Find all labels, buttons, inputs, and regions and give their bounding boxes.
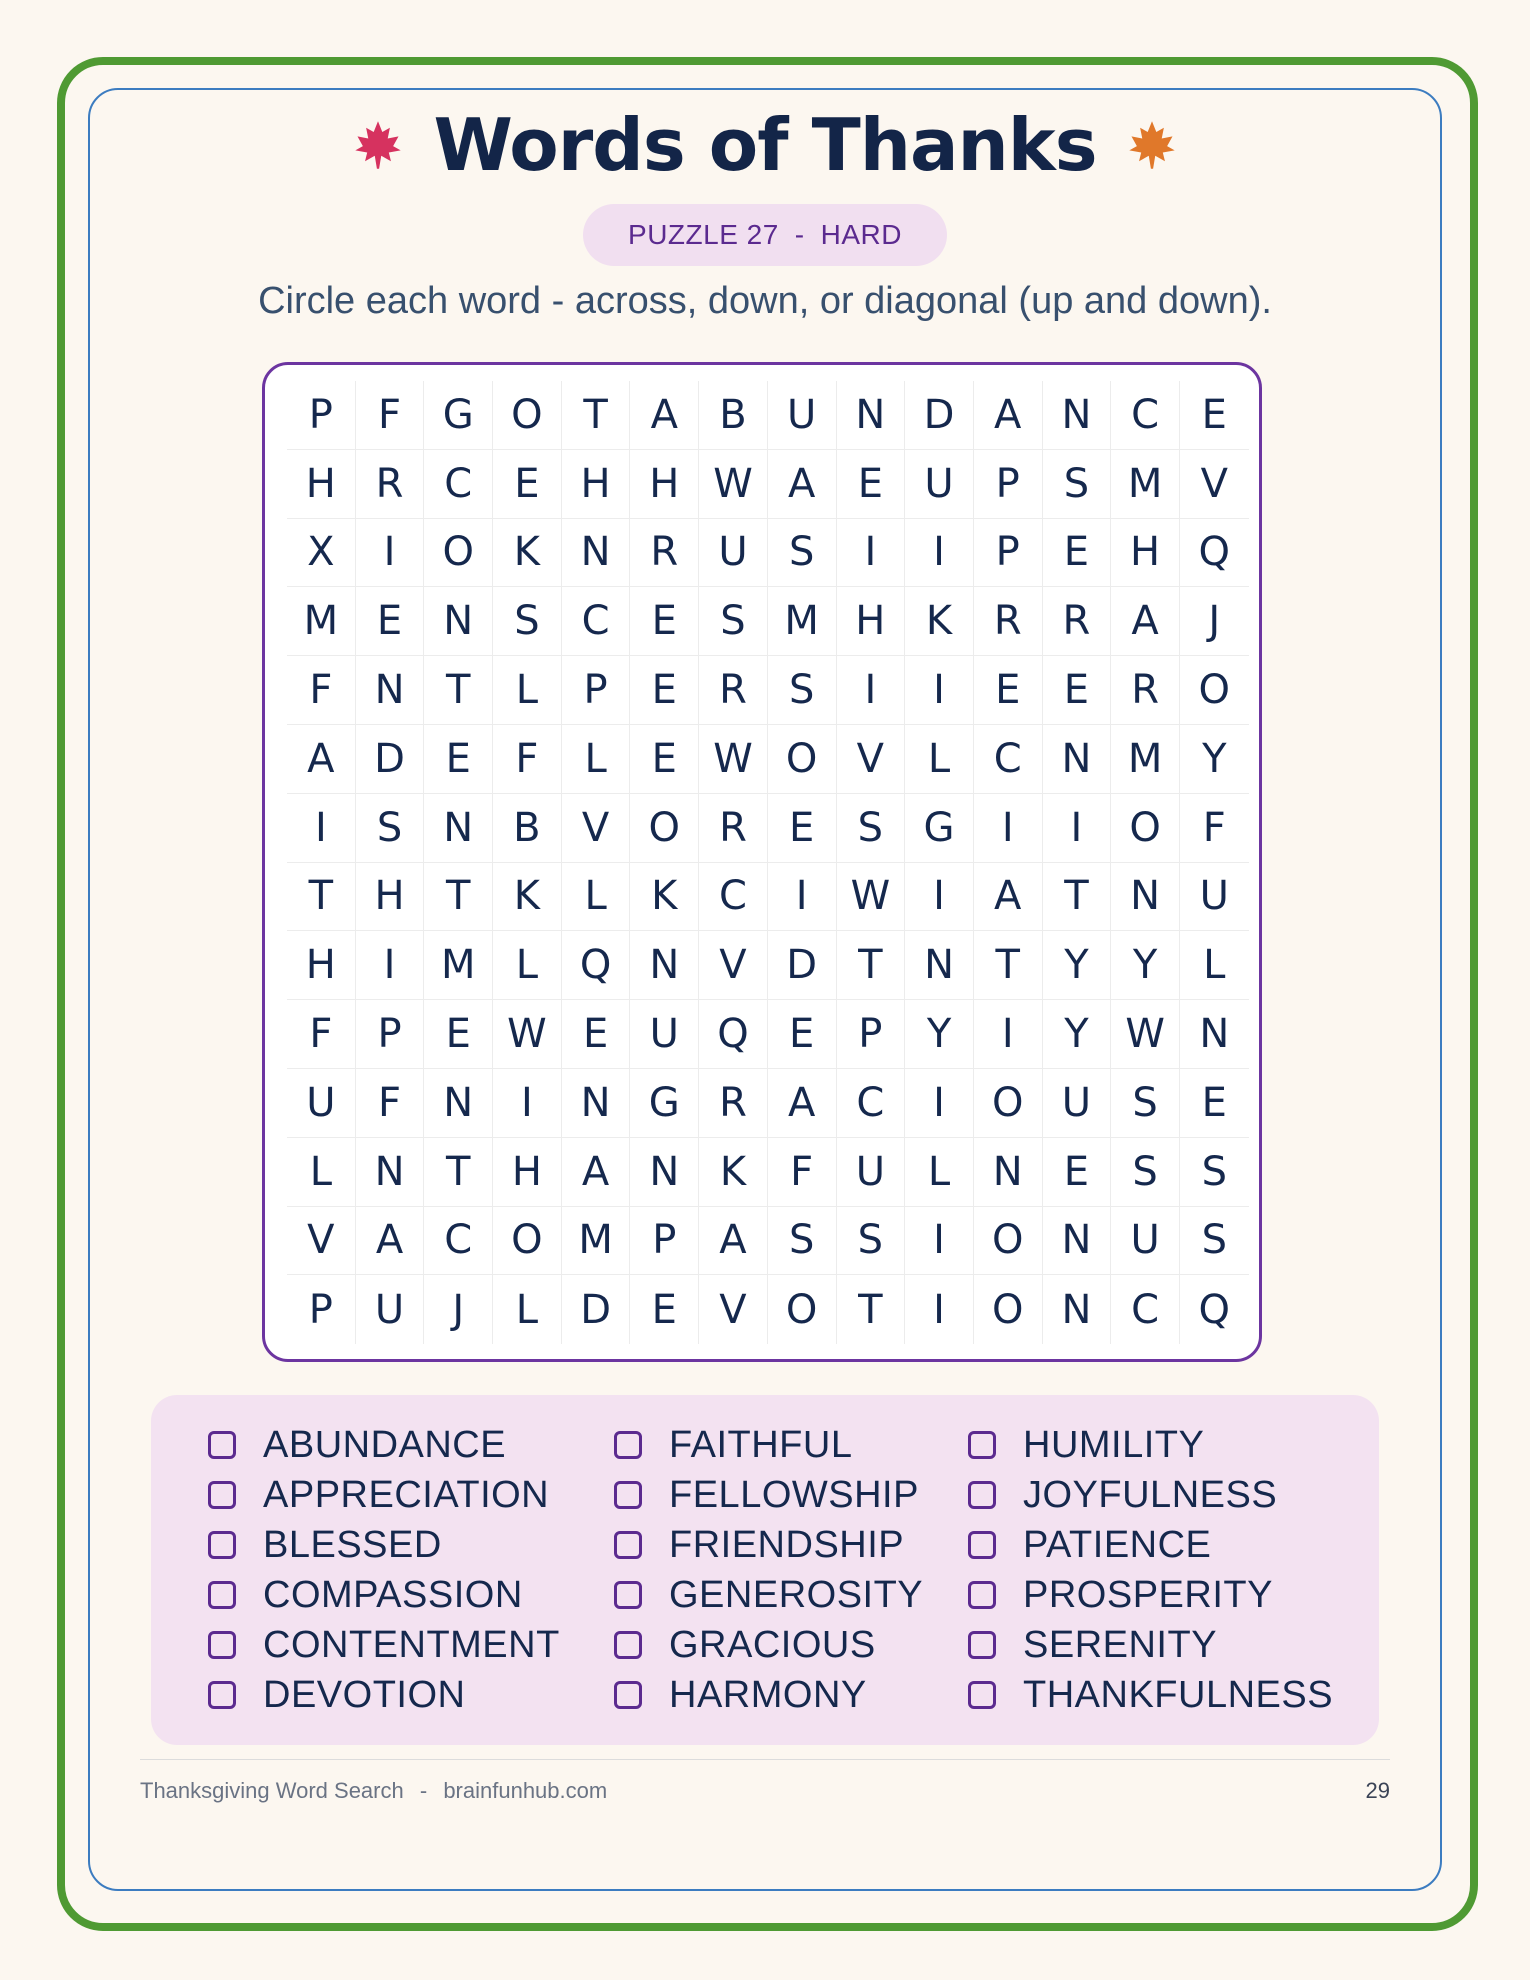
grid-letter[interactable]: N <box>837 381 906 450</box>
word-label: GENEROSITY <box>669 1573 924 1616</box>
grid-letter[interactable]: I <box>1043 794 1112 863</box>
grid-letter[interactable]: R <box>974 587 1043 656</box>
word-label: PROSPERITY <box>1023 1573 1273 1616</box>
word-bank-item[interactable] <box>614 1420 923 1470</box>
grid-letter[interactable]: H <box>287 450 356 519</box>
grid-letter[interactable]: O <box>974 1207 1043 1276</box>
word-bank-item[interactable] <box>614 1670 923 1720</box>
checkbox-icon[interactable] <box>208 1481 236 1509</box>
grid-letter[interactable]: M <box>287 587 356 656</box>
grid-letter[interactable]: R <box>1043 587 1112 656</box>
word-label: APPRECIATION <box>263 1473 550 1516</box>
grid-letter[interactable]: F <box>287 1000 356 1069</box>
grid-letter[interactable]: H <box>630 450 699 519</box>
grid-letter[interactable]: E <box>1043 656 1112 725</box>
word-bank-column <box>208 1420 560 1720</box>
word-bank-item[interactable] <box>614 1520 923 1570</box>
word-bank-item[interactable] <box>208 1570 560 1620</box>
checkbox-icon[interactable] <box>614 1631 642 1659</box>
footer-site: brainfunhub.com <box>443 1778 608 1803</box>
grid-letter[interactable]: Y <box>1043 931 1112 1000</box>
grid-letter[interactable]: L <box>1180 931 1249 1000</box>
checkbox-icon[interactable] <box>968 1481 996 1509</box>
grid-letter[interactable]: F <box>768 1138 837 1207</box>
grid-letter[interactable]: U <box>837 1138 906 1207</box>
grid-letter[interactable]: N <box>974 1138 1043 1207</box>
checkbox-icon[interactable] <box>968 1631 996 1659</box>
grid-letter[interactable]: H <box>493 1138 562 1207</box>
grid-letter[interactable]: L <box>562 863 631 932</box>
grid-letter[interactable]: D <box>562 1275 631 1344</box>
grid-letter[interactable]: C <box>1111 1275 1180 1344</box>
grid-letter[interactable]: I <box>837 519 906 588</box>
grid-letter[interactable]: N <box>630 1138 699 1207</box>
word-bank-item[interactable] <box>968 1670 1333 1720</box>
grid-letter[interactable]: E <box>974 656 1043 725</box>
grid-letter[interactable]: P <box>974 519 1043 588</box>
grid-letter[interactable]: R <box>356 450 425 519</box>
grid-letter[interactable]: A <box>768 1069 837 1138</box>
grid-letter[interactable]: I <box>837 656 906 725</box>
grid-letter[interactable]: V <box>837 725 906 794</box>
grid-letter[interactable]: E <box>356 587 425 656</box>
puzzle-number: PUZZLE 27 <box>628 219 779 250</box>
grid-letter[interactable]: I <box>356 931 425 1000</box>
grid-letter[interactable]: E <box>1180 1069 1249 1138</box>
word-bank-item[interactable] <box>208 1520 560 1570</box>
grid-letter[interactable]: P <box>562 656 631 725</box>
grid-letter[interactable]: I <box>905 656 974 725</box>
grid-letter[interactable]: F <box>1180 794 1249 863</box>
checkbox-icon[interactable] <box>208 1581 236 1609</box>
grid-letter[interactable]: F <box>287 656 356 725</box>
grid-letter[interactable]: K <box>630 863 699 932</box>
grid-letter[interactable]: C <box>424 450 493 519</box>
grid-letter[interactable]: A <box>699 1207 768 1276</box>
grid-letter[interactable]: K <box>699 1138 768 1207</box>
checkbox-icon[interactable] <box>208 1531 236 1559</box>
grid-letter[interactable]: O <box>974 1069 1043 1138</box>
grid-letter[interactable]: E <box>630 1275 699 1344</box>
grid-letter[interactable]: D <box>768 931 837 1000</box>
word-label: CONTENTMENT <box>263 1623 560 1666</box>
grid-letter[interactable]: S <box>1111 1069 1180 1138</box>
grid-letter[interactable]: N <box>630 931 699 1000</box>
grid-letter[interactable]: B <box>699 381 768 450</box>
grid-letter[interactable]: S <box>356 794 425 863</box>
grid-letter[interactable]: K <box>493 519 562 588</box>
checkbox-icon[interactable] <box>614 1581 642 1609</box>
grid-letter[interactable]: V <box>699 1275 768 1344</box>
grid-letter[interactable]: J <box>1180 587 1249 656</box>
checkbox-icon[interactable] <box>208 1631 236 1659</box>
grid-letter[interactable]: E <box>630 725 699 794</box>
grid-letter[interactable]: E <box>562 1000 631 1069</box>
grid-letter[interactable]: O <box>493 1207 562 1276</box>
grid-letter[interactable]: G <box>905 794 974 863</box>
grid-letter[interactable]: H <box>837 587 906 656</box>
grid-letter[interactable]: S <box>768 1207 837 1276</box>
grid-letter[interactable]: Y <box>1111 931 1180 1000</box>
word-bank-item[interactable] <box>208 1420 560 1470</box>
checkbox-icon[interactable] <box>968 1681 996 1709</box>
grid-letter[interactable]: M <box>1111 450 1180 519</box>
footer-book-title: Thanksgiving Word Search <box>140 1778 404 1803</box>
word-bank-column <box>614 1420 923 1720</box>
grid-letter[interactable]: A <box>974 381 1043 450</box>
grid-letter[interactable]: F <box>356 1069 425 1138</box>
footer-credit <box>140 1778 607 1804</box>
grid-letter[interactable]: O <box>493 381 562 450</box>
word-label: FRIENDSHIP <box>669 1523 905 1566</box>
word-bank-item[interactable] <box>208 1670 560 1720</box>
grid-letter[interactable]: K <box>493 863 562 932</box>
word-bank-item[interactable] <box>968 1420 1333 1470</box>
word-bank-column <box>968 1420 1333 1720</box>
grid-letter[interactable]: L <box>493 1275 562 1344</box>
checkbox-icon[interactable] <box>968 1581 996 1609</box>
word-label: SERENITY <box>1023 1623 1218 1666</box>
grid-letter[interactable]: O <box>1111 794 1180 863</box>
grid-letter[interactable]: S <box>699 587 768 656</box>
grid-letter[interactable]: F <box>356 381 425 450</box>
grid-letter[interactable]: Y <box>1180 725 1249 794</box>
grid-letter[interactable]: C <box>562 587 631 656</box>
grid-letter[interactable]: S <box>1043 450 1112 519</box>
grid-letter[interactable]: I <box>974 1000 1043 1069</box>
checkbox-icon[interactable] <box>968 1431 996 1459</box>
grid-letter[interactable]: L <box>905 1138 974 1207</box>
maple-leaf-icon <box>351 118 405 172</box>
grid-letter[interactable]: G <box>630 1069 699 1138</box>
footer-separator: - <box>419 1778 428 1803</box>
page-title: Words of Thanks <box>433 103 1097 187</box>
grid-letter[interactable]: T <box>424 656 493 725</box>
grid-letter[interactable]: I <box>493 1069 562 1138</box>
grid-letter[interactable]: T <box>974 931 1043 1000</box>
grid-letter[interactable]: E <box>493 450 562 519</box>
grid-letter[interactable]: H <box>1111 519 1180 588</box>
checkbox-icon[interactable] <box>614 1531 642 1559</box>
grid-letter[interactable]: T <box>837 931 906 1000</box>
grid-letter[interactable]: I <box>287 794 356 863</box>
checkbox-icon[interactable] <box>614 1681 642 1709</box>
grid-letter[interactable]: I <box>905 1207 974 1276</box>
grid-letter[interactable]: V <box>287 1207 356 1276</box>
grid-letter[interactable]: E <box>1043 1138 1112 1207</box>
grid-letter[interactable]: S <box>768 519 837 588</box>
grid-letter[interactable]: U <box>905 450 974 519</box>
grid-letter[interactable]: L <box>493 931 562 1000</box>
grid-letter[interactable]: N <box>1043 1207 1112 1276</box>
grid-letter[interactable]: B <box>493 794 562 863</box>
grid-letter[interactable]: A <box>356 1207 425 1276</box>
checkbox-icon[interactable] <box>614 1431 642 1459</box>
grid-letter[interactable]: M <box>562 1207 631 1276</box>
grid-letter[interactable]: W <box>699 450 768 519</box>
word-bank-item[interactable] <box>208 1470 560 1520</box>
grid-letter[interactable]: A <box>562 1138 631 1207</box>
grid-letter[interactable]: O <box>768 725 837 794</box>
word-bank-item[interactable] <box>614 1570 923 1620</box>
grid-letter[interactable]: N <box>356 656 425 725</box>
grid-letter[interactable]: W <box>1111 1000 1180 1069</box>
grid-letter[interactable]: A <box>630 381 699 450</box>
grid-letter[interactable]: P <box>287 1275 356 1344</box>
grid-letter[interactable]: V <box>1180 450 1249 519</box>
grid-letter[interactable]: I <box>974 794 1043 863</box>
page-number: 29 <box>1365 1778 1390 1803</box>
word-label: JOYFULNESS <box>1023 1473 1278 1516</box>
grid-letter[interactable]: N <box>562 1069 631 1138</box>
grid-letter[interactable]: N <box>424 587 493 656</box>
grid-letter[interactable]: T <box>424 1138 493 1207</box>
grid-letter[interactable]: R <box>699 794 768 863</box>
checkbox-icon[interactable] <box>208 1681 236 1709</box>
grid-letter[interactable]: R <box>630 519 699 588</box>
grid-letter[interactable]: E <box>424 1000 493 1069</box>
grid-letter[interactable]: U <box>630 1000 699 1069</box>
grid-letter[interactable]: E <box>1043 519 1112 588</box>
grid-letter[interactable]: N <box>356 1138 425 1207</box>
grid-letter[interactable]: L <box>905 725 974 794</box>
grid-letter[interactable]: L <box>562 725 631 794</box>
grid-letter[interactable]: P <box>356 1000 425 1069</box>
grid-letter[interactable]: G <box>424 381 493 450</box>
word-label: FAITHFUL <box>669 1423 853 1466</box>
puzzle-badge <box>583 204 947 266</box>
grid-letter[interactable]: N <box>1043 381 1112 450</box>
grid-letter[interactable]: N <box>1043 725 1112 794</box>
grid-letter[interactable]: Q <box>1198 1286 1231 1333</box>
grid-letter[interactable]: H <box>287 931 356 1000</box>
word-label: FELLOWSHIP <box>669 1473 919 1516</box>
grid-letter[interactable]: H <box>562 450 631 519</box>
grid-letter[interactable]: S <box>1180 1207 1249 1276</box>
footer-divider <box>140 1759 1390 1760</box>
grid-letter[interactable]: R <box>699 656 768 725</box>
grid-letter[interactable]: X <box>287 519 356 588</box>
grid-letter[interactable]: Q <box>1180 519 1249 588</box>
grid-letter[interactable]: C <box>699 863 768 932</box>
grid-letter[interactable]: J <box>424 1275 493 1344</box>
grid-letter[interactable]: N <box>905 931 974 1000</box>
grid-letter[interactable]: W <box>493 1000 562 1069</box>
grid-letter[interactable]: U <box>768 381 837 450</box>
grid-letter[interactable]: I <box>905 1069 974 1138</box>
word-bank-item[interactable] <box>968 1620 1333 1670</box>
grid-letter[interactable]: S <box>1180 1138 1249 1207</box>
grid-letter[interactable]: M <box>768 587 837 656</box>
grid-letter[interactable]: S <box>1111 1138 1180 1207</box>
grid-letter[interactable]: C <box>424 1207 493 1276</box>
grid-letter[interactable]: S <box>768 656 837 725</box>
grid-letter[interactable]: T <box>1043 863 1112 932</box>
grid-letter[interactable]: Y <box>1043 1000 1112 1069</box>
checkbox-icon[interactable] <box>208 1431 236 1459</box>
grid-letter[interactable]: M <box>424 931 493 1000</box>
grid-letter[interactable]: D <box>905 381 974 450</box>
grid-letter[interactable]: E <box>768 1000 837 1069</box>
checkbox-icon[interactable] <box>968 1531 996 1559</box>
grid-letter[interactable]: P <box>630 1207 699 1276</box>
grid-letter[interactable]: S <box>493 587 562 656</box>
grid-letter[interactable]: C <box>1111 381 1180 450</box>
grid-letter[interactable]: P <box>837 1000 906 1069</box>
grid-letter[interactable]: K <box>905 587 974 656</box>
grid-letter[interactable]: F <box>493 725 562 794</box>
word-bank-item[interactable] <box>968 1570 1333 1620</box>
grid-letter[interactable]: N <box>1180 1000 1249 1069</box>
grid-letter[interactable]: O <box>768 1275 837 1344</box>
word-label: THANKFULNESS <box>1023 1673 1334 1716</box>
grid-letter[interactable]: Q <box>562 931 631 1000</box>
grid-letter[interactable]: L <box>287 1138 356 1207</box>
grid-letter[interactable]: A <box>1111 587 1180 656</box>
grid-letter[interactable]: E <box>424 725 493 794</box>
grid-letter[interactable]: A <box>974 863 1043 932</box>
grid-letter[interactable]: P <box>974 450 1043 519</box>
word-bank-item[interactable] <box>968 1470 1333 1520</box>
grid-letter[interactable]: O <box>974 1275 1043 1344</box>
grid-letter[interactable]: U <box>287 1069 356 1138</box>
grid-letter[interactable]: R <box>699 1069 768 1138</box>
grid-letter[interactable]: C <box>837 1069 906 1138</box>
grid-letter[interactable]: N <box>424 1069 493 1138</box>
word-label: PATIENCE <box>1023 1523 1212 1566</box>
word-label: HARMONY <box>669 1673 867 1716</box>
grid-letter[interactable]: U <box>356 1275 425 1344</box>
grid-letter[interactable]: T <box>562 381 631 450</box>
grid-letter[interactable]: E <box>768 794 837 863</box>
grid-letter[interactable]: N <box>424 794 493 863</box>
grid-letter[interactable]: T <box>837 1275 906 1344</box>
letter-grid <box>287 381 1249 1344</box>
grid-letter[interactable]: O <box>1180 656 1249 725</box>
grid-letter[interactable]: Y <box>905 1000 974 1069</box>
instructions: Circle each word - across, down, or diagonal (up and down). <box>258 280 1272 322</box>
grid-letter[interactable]: L <box>493 656 562 725</box>
grid-letter[interactable]: A <box>287 725 356 794</box>
grid-letter[interactable]: A <box>768 450 837 519</box>
grid-letter[interactable]: S <box>837 794 906 863</box>
grid-letter[interactable]: M <box>1111 725 1180 794</box>
grid-letter[interactable]: W <box>837 863 906 932</box>
checkbox-icon[interactable] <box>614 1481 642 1509</box>
maple-leaf-icon <box>1125 118 1179 172</box>
grid-letter[interactable]: N <box>562 519 631 588</box>
grid-letter[interactable]: O <box>424 519 493 588</box>
grid-letter[interactable]: V <box>699 931 768 1000</box>
grid-letter[interactable]: C <box>974 725 1043 794</box>
grid-letter[interactable]: N <box>1111 863 1180 932</box>
grid-letter[interactable]: U <box>1111 1207 1180 1276</box>
grid-letter[interactable]: W <box>699 725 768 794</box>
grid-letter[interactable]: E <box>630 587 699 656</box>
grid-letter[interactable]: H <box>356 863 425 932</box>
grid-letter[interactable]: N <box>1043 1275 1112 1344</box>
grid-letter[interactable]: R <box>1111 656 1180 725</box>
grid-letter[interactable]: I <box>905 863 974 932</box>
grid-letter[interactable]: U <box>1043 1069 1112 1138</box>
grid-letter[interactable]: T <box>424 863 493 932</box>
title-row <box>0 100 1530 190</box>
word-label: DEVOTION <box>263 1673 466 1716</box>
word-bank-item[interactable] <box>208 1620 560 1670</box>
grid-letter[interactable]: T <box>287 863 356 932</box>
grid-letter[interactable]: U <box>1180 863 1249 932</box>
word-bank-item[interactable] <box>614 1620 923 1670</box>
grid-letter[interactable]: O <box>630 794 699 863</box>
word-label: GRACIOUS <box>669 1623 876 1666</box>
word-label: COMPASSION <box>263 1573 523 1616</box>
word-label: BLESSED <box>263 1523 442 1566</box>
grid-letter[interactable]: E <box>630 656 699 725</box>
badge-separator: - <box>794 219 805 250</box>
word-bank-item[interactable] <box>968 1520 1333 1570</box>
word-bank-item[interactable] <box>614 1470 923 1520</box>
grid-letter[interactable]: D <box>356 725 425 794</box>
grid-letter[interactable]: E <box>1180 381 1249 450</box>
grid-letter[interactable]: I <box>905 1275 974 1344</box>
difficulty-label: HARD <box>820 219 902 250</box>
grid-letter[interactable]: I <box>905 519 974 588</box>
grid-letter[interactable]: I <box>768 863 837 932</box>
word-label: HUMILITY <box>1023 1423 1205 1466</box>
grid-letter[interactable]: P <box>287 381 356 450</box>
grid-letter[interactable]: Q <box>699 1000 768 1069</box>
grid-letter[interactable]: E <box>837 450 906 519</box>
grid-letter[interactable]: U <box>699 519 768 588</box>
grid-letter[interactable]: I <box>356 519 425 588</box>
grid-letter[interactable]: V <box>562 794 631 863</box>
grid-letter[interactable]: S <box>837 1207 906 1276</box>
word-label: ABUNDANCE <box>263 1423 507 1466</box>
